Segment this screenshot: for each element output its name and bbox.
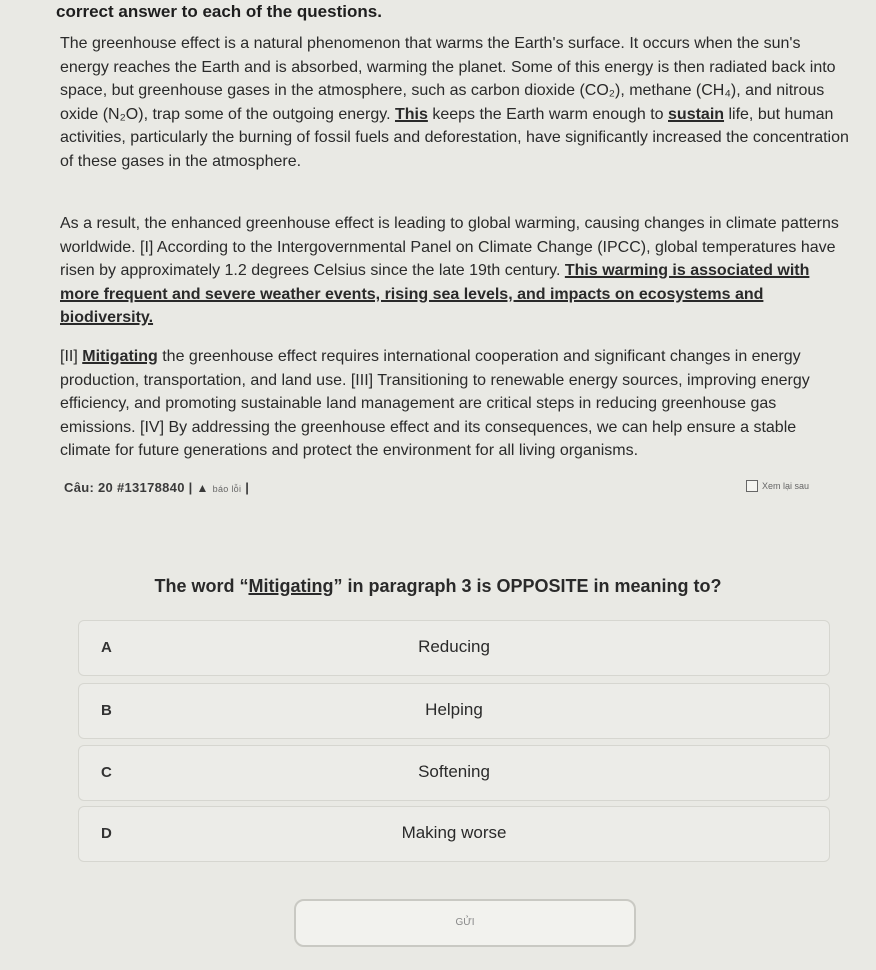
- option-a-letter: A: [101, 639, 112, 656]
- option-a-text: Reducing: [418, 637, 490, 656]
- highlight-warming-sentence: This warming is associated with more frequent and severe weather events, rising sea levels, and impacts on ecosystems and biodiversity.: [60, 262, 810, 326]
- option-b-text: Helping: [425, 700, 483, 719]
- paragraph-1: [60, 32, 850, 173]
- paragraph-1-text-b: keeps the Earth warm enough to: [427, 105, 669, 123]
- option-c[interactable]: [78, 745, 830, 801]
- paragraph-1-text-a: The greenhouse effect is a natural phenomenon that warms the Earth's surface. It occurs when the sun's energy reaches the Earth and is absorbed, warming the planet. Some of this energy is then radiated back into space, but greenhouse gases in the atmosphere, such as carbon dioxide (CO₂), methane (CH₄), and nitrous oxide (N₂O), trap some of the outgoing energy.: [60, 35, 836, 123]
- option-b-letter: B: [101, 702, 112, 719]
- report-error-link[interactable]: báo lỗi: [212, 484, 242, 494]
- review-later-checkbox[interactable]: [746, 480, 758, 492]
- paragraph-1-text-c: life, but human activities, particularly the burning of fossil fuels and deforestation, have significantly increased the concentration of these gases in the atmosphere.: [60, 105, 849, 170]
- option-d-letter: D: [101, 825, 112, 842]
- question-suffix: ” in paragraph 3 is OPPOSITE in meaning to?: [333, 576, 722, 596]
- paragraph-3-text: the greenhouse effect requires international cooperation and significant changes in energy production, transportation, and land use. [III] Transitioning to renewable energy sources, improving energy efficiency, and promoting sustainable land management are critical steps in reducing greenhouse gas emissions. [IV] By addressing the greenhouse effect and its consequences, we can help ensure a stable climate for future generations and protect the environment for all living organisms.: [60, 348, 810, 459]
- review-later[interactable]: [746, 480, 809, 492]
- paragraph-2-text: As a result, the enhanced greenhouse effect is leading to global warming, causing changes in climate patterns worldwide. [I] According to the Intergovernmental Panel on Climate Change (IPCC), global temperatures have risen by approximately 1.2 degrees Celsius since the late 19th century.: [60, 215, 839, 279]
- option-d[interactable]: [78, 806, 830, 862]
- warning-icon[interactable]: ▲: [196, 481, 209, 495]
- option-c-text: Softening: [418, 762, 490, 781]
- option-a[interactable]: [78, 620, 830, 676]
- option-b[interactable]: [78, 683, 830, 739]
- option-d-text: Making worse: [401, 823, 507, 842]
- paragraph-3: [60, 345, 850, 463]
- highlight-this: This: [394, 105, 428, 123]
- review-later-label: Xem lại sau: [762, 481, 810, 491]
- paragraph-2: [60, 212, 850, 330]
- option-c-letter: C: [101, 764, 112, 781]
- paragraph-3-marker: [II]: [60, 348, 83, 365]
- meta-separator-2: |: [245, 480, 250, 495]
- meta-separator-1: |: [188, 480, 193, 495]
- highlight-sustain: sustain: [668, 105, 725, 123]
- question-word: Mitigating: [248, 576, 334, 596]
- submit-button[interactable]: GỬI: [294, 899, 636, 947]
- instruction-heading: correct answer to each of the questions.: [56, 2, 382, 21]
- question-meta: [64, 480, 249, 495]
- question-prefix: The word “: [154, 576, 249, 596]
- question-text: [0, 576, 876, 597]
- highlight-mitigating: Mitigating: [82, 348, 158, 365]
- question-id: Câu: 20 #13178840: [64, 480, 185, 495]
